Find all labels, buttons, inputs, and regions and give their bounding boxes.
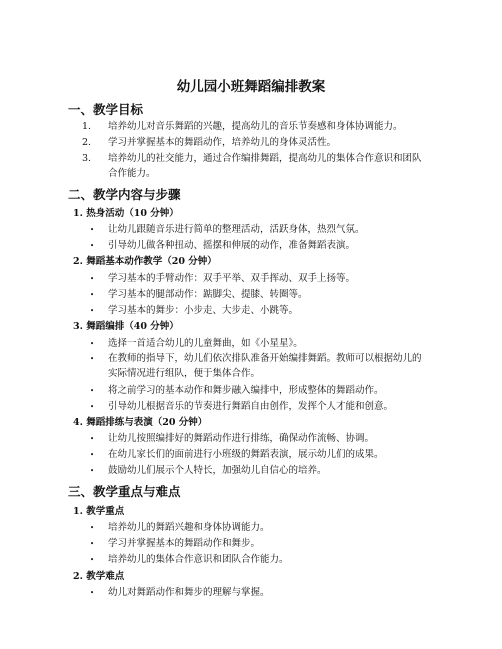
- bullet-icon: •: [90, 524, 95, 532]
- list-item-text: 实际情况进行组队，便于集体合作。: [108, 368, 261, 379]
- list-item-text: 学习并掌握基本的舞蹈动作和舞步。: [108, 538, 261, 549]
- section-heading-content: 二、教学内容与步骤: [68, 187, 181, 202]
- list-item-text: 引导幼儿做各种扭动、摇摆和伸展的动作，准备舞蹈表演。: [108, 240, 356, 251]
- list-item-text: 鼓励幼儿们展示个人特长，加强幼儿自信心的培养。: [108, 465, 327, 476]
- bullet-icon: •: [90, 387, 95, 395]
- list-item-text: 在教师的指导下，幼儿们依次排队准备开始编排舞蹈。教师可以根据幼儿的: [108, 353, 422, 364]
- list-number: 3.: [82, 153, 92, 164]
- list-item-text: 合作能力。: [108, 168, 156, 179]
- bullet-icon: •: [90, 451, 95, 459]
- bullet-icon: •: [90, 291, 95, 299]
- list-item-text: 学习基本的手臂动作：双手平举、双手挥动、双手上扬等。: [108, 273, 356, 284]
- bullet-icon: •: [90, 467, 95, 475]
- list-item-text: 幼儿对舞蹈动作和舞步的理解与掌握。: [108, 587, 270, 598]
- bullet-icon: •: [90, 589, 95, 597]
- bullet-icon: •: [90, 540, 95, 548]
- list-item-text: 让幼儿按照编排好的舞蹈动作进行排练，确保动作流畅、协调。: [108, 433, 375, 444]
- list-item-text: 培养幼儿对音乐舞蹈的兴趣，提高幼儿的音乐节奏感和身体协调能力。: [108, 121, 403, 132]
- section-heading-objectives: 一、教学目标: [68, 102, 144, 117]
- document-title: 幼儿园小班舞蹈编排教案: [176, 79, 326, 95]
- bullet-icon: •: [90, 242, 95, 250]
- list-number: 1.: [82, 121, 92, 132]
- subsection-heading-difficulty: 2. 教学难点: [73, 571, 125, 582]
- list-item-text: 学习并掌握基本的舞蹈动作，培养幼儿的身体灵活性。: [108, 137, 337, 148]
- list-item-text: 学习基本的腿部动作：踮脚尖、提膝、转圈等。: [108, 289, 308, 300]
- list-number: 2.: [82, 137, 92, 148]
- subsection-heading-basic-moves: 2. 舞蹈基本动作教学（20 分钟）: [73, 256, 217, 267]
- bullet-icon: •: [90, 340, 95, 348]
- subsection-heading-focus: 1. 教学重点: [73, 506, 125, 517]
- subsection-heading-choreography: 3. 舞蹈编排（40 分钟）: [73, 321, 179, 332]
- list-item-text: 在幼儿家长们的面前进行小班级的舞蹈表演，展示幼儿们的成果。: [108, 449, 384, 460]
- section-heading-key-points: 三、教学重点与难点: [68, 484, 181, 499]
- list-item-text: 培养幼儿的社交能力，通过合作编排舞蹈，提高幼儿的集体合作意识和团队: [108, 153, 422, 164]
- bullet-icon: •: [90, 556, 95, 564]
- list-item-text: 让幼儿跟随音乐进行简单的整理活动，活跃身体，热烈气氛。: [108, 224, 365, 235]
- subsection-heading-warmup: 1. 热身活动（10 分钟）: [73, 208, 179, 219]
- bullet-icon: •: [90, 226, 95, 234]
- bullet-icon: •: [90, 307, 95, 315]
- list-item-text: 培养幼儿的集体合作意识和团队合作能力。: [108, 554, 289, 565]
- bullet-icon: •: [90, 275, 95, 283]
- list-item-text: 引导幼儿根据音乐的节奏进行舞蹈自由创作，发挥个人才能和创意。: [108, 401, 394, 412]
- bullet-icon: •: [90, 355, 95, 363]
- bullet-icon: •: [90, 403, 95, 411]
- list-item-text: 选择一首适合幼儿的儿童舞曲，如《小星星》。: [108, 338, 303, 349]
- list-item-text: 培养幼儿的舞蹈兴趣和身体协调能力。: [108, 522, 270, 533]
- bullet-icon: •: [90, 435, 95, 443]
- subsection-heading-rehearsal: 4. 舞蹈排练与表演（20 分钟）: [73, 417, 208, 428]
- list-item-text: 学习基本的舞步：小步走、大步走、小跳等。: [108, 305, 299, 316]
- list-item-text: 将之前学习的基本动作和舞步融入编排中，形成整体的舞蹈动作。: [108, 385, 384, 396]
